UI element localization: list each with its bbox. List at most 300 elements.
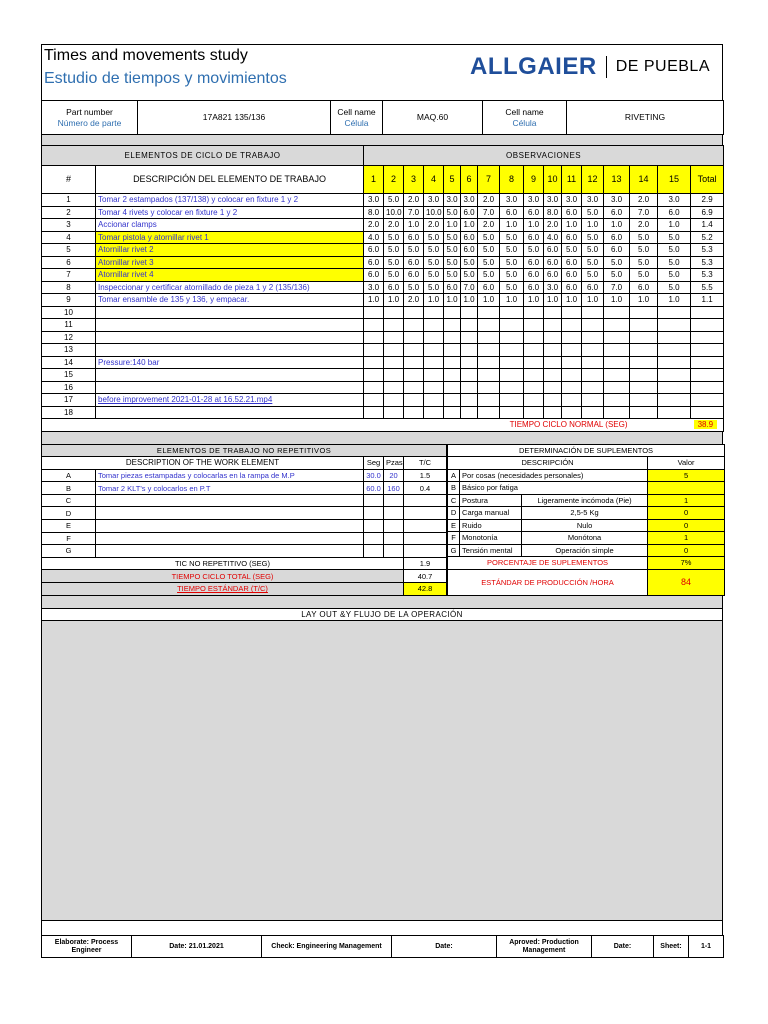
- cycle-row-number: 11: [42, 319, 96, 332]
- obs-cell: 5.0: [582, 231, 604, 244]
- obs-cell: 2.0: [384, 219, 404, 232]
- supl-id: A: [448, 469, 460, 482]
- obs-cell: 6.0: [562, 231, 582, 244]
- supplement-row: [448, 507, 725, 520]
- obs-cell: [524, 356, 544, 369]
- obs-cell: [444, 406, 461, 419]
- obs-cell: 5.0: [478, 269, 500, 282]
- supplement-row: [448, 469, 725, 482]
- obs-cell: [658, 381, 691, 394]
- obs-cell: 6.0: [562, 256, 582, 269]
- obs-cell: 5.0: [582, 256, 604, 269]
- production-standard-label: ESTÁNDAR DE PRODUCCIÓN /HORA: [448, 569, 648, 595]
- obs-cell: 5.0: [500, 244, 524, 257]
- supl-value: 1: [648, 494, 725, 507]
- obs-cell: [658, 306, 691, 319]
- obs-cell: [544, 394, 562, 407]
- obs-cell: [604, 356, 630, 369]
- obs-cell: 2.0: [630, 219, 658, 232]
- obs-cell: 6.0: [404, 231, 424, 244]
- obs-cell: 6.0: [384, 281, 404, 294]
- sheet-value: 1-1: [689, 936, 724, 958]
- cycle-row-description: [96, 406, 364, 419]
- row-total: 1.1: [691, 294, 724, 307]
- cycle-row-number: 18: [42, 406, 96, 419]
- nonrep-description: [96, 545, 364, 558]
- cycle-row-description: Pressure:140 bar: [96, 356, 364, 369]
- obs-cell: [478, 406, 500, 419]
- obs-cell: 2.0: [630, 194, 658, 207]
- part-number-label: Part number Número de parte: [42, 101, 138, 135]
- cell-name-label-2: Cell name Célula: [483, 101, 567, 135]
- tic-value: 1.9: [404, 557, 447, 570]
- cycle-row: [42, 231, 724, 244]
- non-repetitive-row: [42, 482, 447, 495]
- obs-cell: 1.0: [364, 294, 384, 307]
- obs-cell: [658, 394, 691, 407]
- obs-cell: [364, 344, 384, 357]
- obs-header-7: 7: [478, 166, 500, 194]
- nonrep-description: [96, 507, 364, 520]
- part-number-value: 17A821 135/136: [138, 101, 331, 135]
- cycle-row: [42, 206, 724, 219]
- obs-cell: [524, 406, 544, 419]
- nonrep-seg: [364, 507, 384, 520]
- obs-cell: 5.0: [384, 256, 404, 269]
- obs-cell: 5.0: [582, 206, 604, 219]
- obs-cell: 3.0: [461, 194, 478, 207]
- elaborated-by: Elaborate: Process Engineer: [42, 936, 132, 958]
- obs-cell: 3.0: [364, 194, 384, 207]
- obs-cell: 6.0: [524, 206, 544, 219]
- obs-cell: [500, 356, 524, 369]
- obs-cell: [658, 406, 691, 419]
- obs-cell: 1.0: [544, 294, 562, 307]
- obs-cell: [562, 331, 582, 344]
- nonrep-pzas: [384, 532, 404, 545]
- layout-area: [41, 621, 723, 921]
- cycle-row-description: Tomar pistola y atornillar rivet 1: [96, 231, 364, 244]
- obs-cell: 8.0: [544, 206, 562, 219]
- obs-cell: 3.0: [562, 194, 582, 207]
- obs-cell: [544, 381, 562, 394]
- supl-detail: Nulo: [522, 519, 648, 532]
- col-description-header: DESCRIPCIÓN DEL ELEMENTO DE TRABAJO: [96, 166, 364, 194]
- obs-cell: [658, 369, 691, 382]
- obs-cell: 5.0: [424, 256, 444, 269]
- obs-cell: [424, 356, 444, 369]
- obs-cell: 2.0: [364, 219, 384, 232]
- obs-cell: [444, 331, 461, 344]
- nonrep-tc: [404, 519, 447, 532]
- supl-id: G: [448, 544, 460, 557]
- obs-cell: [562, 344, 582, 357]
- obs-cell: 10.0: [384, 206, 404, 219]
- logo-brand: ALLGAIER: [470, 53, 597, 80]
- cycle-row-number: 1: [42, 194, 96, 207]
- obs-cell: [544, 344, 562, 357]
- obs-cell: [478, 369, 500, 382]
- obs-cell: 5.0: [444, 256, 461, 269]
- supplement-row: [448, 532, 725, 545]
- cycle-row-number: 4: [42, 231, 96, 244]
- obs-cell: [478, 344, 500, 357]
- nonrep-description: [96, 519, 364, 532]
- supl-percentage-value: 7%: [648, 557, 725, 570]
- obs-cell: [404, 331, 424, 344]
- obs-cell: [562, 356, 582, 369]
- obs-cell: 7.0: [604, 281, 630, 294]
- cycle-row: [42, 381, 724, 394]
- obs-cell: 1.0: [658, 294, 691, 307]
- video-link[interactable]: before improvement 2021-01-28 at 16.52.21.mp4: [96, 394, 364, 407]
- obs-cell: [478, 331, 500, 344]
- obs-cell: [461, 369, 478, 382]
- obs-cell: 1.0: [658, 219, 691, 232]
- cycle-row-description: Atornillar rivet 3: [96, 256, 364, 269]
- obs-cell: 5.0: [630, 256, 658, 269]
- obs-cell: [424, 394, 444, 407]
- supplement-row: [448, 544, 725, 557]
- obs-cell: 6.0: [582, 281, 604, 294]
- supl-value: [648, 482, 725, 495]
- obs-cell: 6.0: [544, 269, 562, 282]
- obs-cell: [500, 306, 524, 319]
- obs-cell: 5.0: [500, 269, 524, 282]
- non-repetitive-row: [42, 545, 447, 558]
- non-repetitive-title: ELEMENTOS DE TRABAJO NO REPETITIVOS: [42, 444, 447, 457]
- obs-cell: 2.0: [478, 219, 500, 232]
- obs-cell: 1.0: [500, 219, 524, 232]
- row-total: [691, 306, 724, 319]
- obs-header-2: 2: [384, 166, 404, 194]
- obs-cell: 5.0: [524, 244, 544, 257]
- obs-cell: [424, 369, 444, 382]
- obs-cell: [444, 394, 461, 407]
- obs-cell: [658, 319, 691, 332]
- obs-header-11: 11: [562, 166, 582, 194]
- obs-cell: [630, 356, 658, 369]
- obs-cell: [461, 394, 478, 407]
- tic-label: TIC NO REPETITIVO (SEG): [42, 557, 404, 570]
- obs-cell: 1.0: [604, 219, 630, 232]
- obs-cell: [524, 306, 544, 319]
- obs-cell: 7.0: [630, 206, 658, 219]
- obs-cell: 5.0: [582, 244, 604, 257]
- obs-cell: [478, 381, 500, 394]
- pzas-header: Pzas: [384, 457, 404, 470]
- obs-cell: 6.0: [364, 256, 384, 269]
- obs-cell: 2.0: [544, 219, 562, 232]
- supl-value: 0: [648, 544, 725, 557]
- cycle-row: [42, 219, 724, 232]
- cycle-row-description: [96, 344, 364, 357]
- nonrep-seg: [364, 494, 384, 507]
- obs-cell: [524, 369, 544, 382]
- obs-cell: [582, 406, 604, 419]
- cycle-row-number: 16: [42, 381, 96, 394]
- obs-cell: 5.0: [424, 231, 444, 244]
- nonrep-description: Tomar 2 KLT's y colocarlos en P.T: [96, 482, 364, 495]
- row-total: [691, 319, 724, 332]
- obs-cell: 1.0: [461, 219, 478, 232]
- obs-cell: [582, 381, 604, 394]
- cycle-row-description: Accionar clamps: [96, 219, 364, 232]
- obs-cell: 5.0: [478, 256, 500, 269]
- obs-cell: 3.0: [364, 281, 384, 294]
- obs-cell: 3.0: [658, 194, 691, 207]
- obs-cell: [461, 381, 478, 394]
- obs-cell: [524, 344, 544, 357]
- obs-cell: [478, 306, 500, 319]
- obs-cell: 2.0: [404, 294, 424, 307]
- obs-cell: [404, 306, 424, 319]
- obs-cell: 1.0: [582, 294, 604, 307]
- obs-cell: [562, 306, 582, 319]
- obs-cell: [582, 306, 604, 319]
- obs-cell: 5.0: [500, 256, 524, 269]
- obs-cell: [404, 319, 424, 332]
- obs-cell: [658, 344, 691, 357]
- obs-cell: [630, 331, 658, 344]
- obs-cell: 5.0: [461, 269, 478, 282]
- obs-cell: [404, 369, 424, 382]
- obs-cell: 1.0: [500, 294, 524, 307]
- supl-label: Básico por fatiga: [460, 482, 648, 495]
- non-repetitive-table: [41, 444, 447, 596]
- obs-cell: [562, 406, 582, 419]
- nonrep-pzas: 160: [384, 482, 404, 495]
- nonrep-tc: [404, 494, 447, 507]
- cycle-row-number: 15: [42, 369, 96, 382]
- obs-cell: 5.0: [461, 256, 478, 269]
- nonrep-id: G: [42, 545, 96, 558]
- nonrep-seg: 30.0: [364, 469, 384, 482]
- cell-name-value-2: RIVETING: [567, 101, 724, 135]
- cycle-row: [42, 344, 724, 357]
- obs-cell: 6.0: [604, 231, 630, 244]
- col-number-header: #: [42, 166, 96, 194]
- obs-cell: [444, 306, 461, 319]
- obs-cell: 7.0: [478, 206, 500, 219]
- obs-cell: 1.0: [630, 294, 658, 307]
- supl-label: Carga manual: [460, 507, 522, 520]
- cycle-row-description: Atornillar rivet 2: [96, 244, 364, 257]
- cycle-row-number: 6: [42, 256, 96, 269]
- cycle-row-number: 10: [42, 306, 96, 319]
- cycle-row-number: 13: [42, 344, 96, 357]
- obs-cell: 6.0: [461, 231, 478, 244]
- supplements-table: [447, 444, 725, 596]
- row-total: 1.4: [691, 219, 724, 232]
- obs-cell: 10.0: [424, 206, 444, 219]
- nonrep-pzas: [384, 545, 404, 558]
- supl-id: B: [448, 482, 460, 495]
- cycle-row: [42, 356, 724, 369]
- total-cycle-value: 40.7: [404, 570, 447, 583]
- obs-cell: [364, 319, 384, 332]
- obs-cell: 5.0: [658, 231, 691, 244]
- nonrep-id: E: [42, 519, 96, 532]
- obs-cell: [500, 369, 524, 382]
- obs-cell: [630, 319, 658, 332]
- obs-cell: [364, 356, 384, 369]
- obs-cell: 5.0: [630, 244, 658, 257]
- row-total: [691, 381, 724, 394]
- nonrep-id: F: [42, 532, 96, 545]
- cycle-row-description: [96, 381, 364, 394]
- obs-cell: 6.0: [364, 269, 384, 282]
- obs-cell: [500, 381, 524, 394]
- supl-value: 1: [648, 532, 725, 545]
- obs-cell: [424, 319, 444, 332]
- obs-cell: [604, 394, 630, 407]
- supplement-row: [448, 519, 725, 532]
- obs-cell: [444, 369, 461, 382]
- obs-cell: 7.0: [461, 281, 478, 294]
- cycle-row-description: [96, 319, 364, 332]
- obs-cell: 2.0: [424, 219, 444, 232]
- obs-cell: 5.0: [384, 231, 404, 244]
- obs-cell: [582, 356, 604, 369]
- obs-cell: [630, 381, 658, 394]
- supplement-row: [448, 494, 725, 507]
- obs-cell: [404, 381, 424, 394]
- obs-cell: 1.0: [562, 219, 582, 232]
- obs-cell: [544, 319, 562, 332]
- obs-cell: 3.0: [582, 194, 604, 207]
- obs-cell: 6.0: [544, 256, 562, 269]
- non-repetitive-row: [42, 494, 447, 507]
- obs-cell: [444, 344, 461, 357]
- obs-cell: [630, 344, 658, 357]
- obs-cell: 5.0: [384, 244, 404, 257]
- supl-value: 0: [648, 519, 725, 532]
- obs-cell: 5.0: [424, 269, 444, 282]
- obs-cell: [582, 344, 604, 357]
- checked-by: Check: Engineering Management: [262, 936, 392, 958]
- obs-cell: 3.0: [424, 194, 444, 207]
- obs-header-5: 5: [444, 166, 461, 194]
- sheet-header: [41, 44, 723, 100]
- obs-cell: 1.0: [524, 219, 544, 232]
- supl-label: Por cosas (necesidades personales): [460, 469, 648, 482]
- cycle-row-number: 12: [42, 331, 96, 344]
- nonrep-seg: [364, 519, 384, 532]
- supl-description-header: DESCRIPCIÓN: [448, 457, 648, 470]
- supl-detail: Operación simple: [522, 544, 648, 557]
- obs-cell: [364, 369, 384, 382]
- row-total: 6.9: [691, 206, 724, 219]
- cycle-row: [42, 281, 724, 294]
- row-total: [691, 406, 724, 419]
- signature-footer: [41, 935, 724, 958]
- cycle-row-description: [96, 306, 364, 319]
- nonrep-id: D: [42, 507, 96, 520]
- obs-cell: [384, 344, 404, 357]
- obs-cell: [424, 344, 444, 357]
- obs-cell: [384, 319, 404, 332]
- non-repetitive-row: [42, 507, 447, 520]
- obs-cell: [604, 319, 630, 332]
- obs-cell: 5.0: [500, 231, 524, 244]
- cycle-row-description: Tomar 4 rivets y colocar en fixture 1 y 2: [96, 206, 364, 219]
- obs-cell: 1.0: [478, 294, 500, 307]
- nonrep-pzas: [384, 507, 404, 520]
- obs-cell: 6.0: [544, 244, 562, 257]
- nonrep-description: Tomar piezas estampadas y colocarlas en la rampa de M.P: [96, 469, 364, 482]
- title-spanish: Estudio de tiempos y movimientos: [44, 70, 287, 87]
- obs-cell: [364, 381, 384, 394]
- cycle-elements-title: ELEMENTOS DE CICLO DE TRABAJO: [42, 146, 364, 166]
- nonrep-id: A: [42, 469, 96, 482]
- cycle-row-number: 14: [42, 356, 96, 369]
- obs-cell: 6.0: [604, 244, 630, 257]
- obs-cell: [500, 394, 524, 407]
- info-table: [41, 100, 724, 135]
- obs-cell: [604, 381, 630, 394]
- row-total: 2.9: [691, 194, 724, 207]
- obs-cell: 6.0: [604, 206, 630, 219]
- obs-cell: [582, 369, 604, 382]
- nonrep-pzas: [384, 494, 404, 507]
- cell-name-label: Cell name Célula: [331, 101, 383, 135]
- obs-cell: [478, 394, 500, 407]
- row-total: [691, 394, 724, 407]
- cycle-row: [42, 394, 724, 407]
- obs-cell: [582, 319, 604, 332]
- nonrep-seg: 60.0: [364, 482, 384, 495]
- nonrep-pzas: 20: [384, 469, 404, 482]
- supl-label: Postura: [460, 494, 522, 507]
- obs-cell: 1.0: [562, 294, 582, 307]
- nonrep-tc: [404, 545, 447, 558]
- cycle-row-description: Tomar 2 estampados (137/138) y colocar en fixture 1 y 2: [96, 194, 364, 207]
- obs-cell: [582, 331, 604, 344]
- obs-cell: [524, 381, 544, 394]
- obs-cell: [500, 331, 524, 344]
- obs-cell: 6.0: [404, 269, 424, 282]
- obs-cell: 1.0: [582, 219, 604, 232]
- obs-cell: 5.0: [444, 269, 461, 282]
- cycle-row-description: Inspeccionar y certificar atornillado de pieza 1 y 2 (135/136): [96, 281, 364, 294]
- nonrep-tc: 1.5: [404, 469, 447, 482]
- seg-header: Seg: [364, 457, 384, 470]
- cycle-row-description: Atornillar rivet 4: [96, 269, 364, 282]
- obs-cell: 5.0: [658, 269, 691, 282]
- obs-cell: [500, 319, 524, 332]
- study-sheet: [41, 44, 723, 958]
- supl-label: Ruido: [460, 519, 522, 532]
- obs-cell: 5.0: [444, 231, 461, 244]
- row-total: 5.3: [691, 256, 724, 269]
- obs-cell: [384, 394, 404, 407]
- cycle-row: [42, 331, 724, 344]
- obs-cell: [424, 331, 444, 344]
- supl-id: F: [448, 532, 460, 545]
- obs-cell: 5.0: [582, 269, 604, 282]
- supl-label: Monotonía: [460, 532, 522, 545]
- obs-cell: [461, 306, 478, 319]
- obs-cell: 5.0: [444, 206, 461, 219]
- obs-cell: [604, 344, 630, 357]
- obs-cell: 6.0: [524, 281, 544, 294]
- cycle-row-number: 3: [42, 219, 96, 232]
- obs-cell: 1.0: [384, 294, 404, 307]
- supl-id: C: [448, 494, 460, 507]
- obs-header-6: 6: [461, 166, 478, 194]
- obs-cell: 1.0: [424, 294, 444, 307]
